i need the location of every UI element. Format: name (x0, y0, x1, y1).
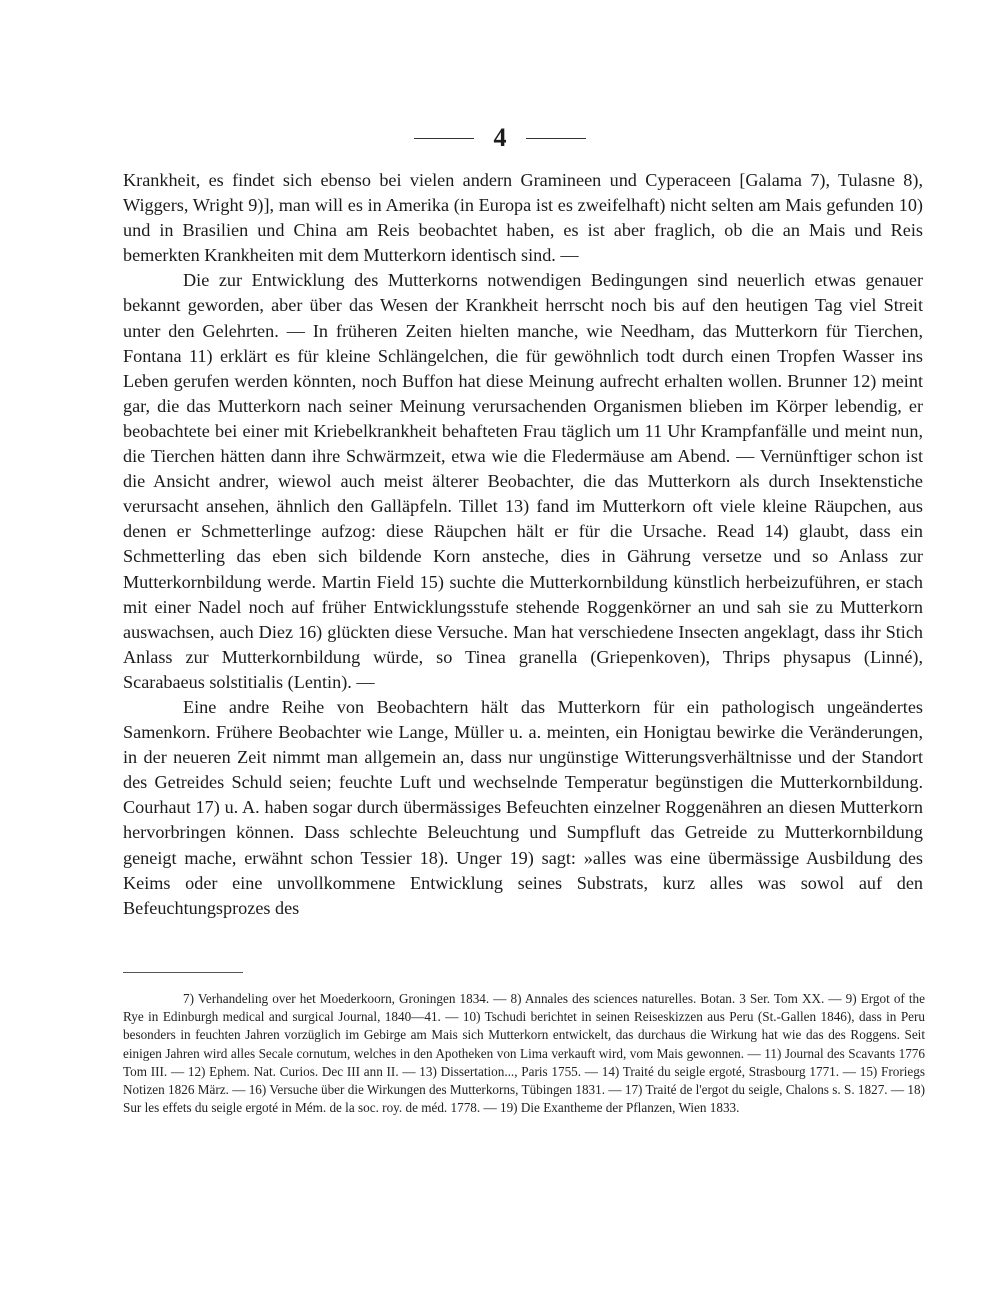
footnote-text: 7) Verhandeling over het Moederkoorn, Groningen 1834. — 8) Annales des sciences naturelles. Botan. 3 Ser. Tom XX. — 9) Ergot of the Rye in Edinburgh medical and surgical Journal, 1840—41. — 10) Tschudi berichtet in seinen Reiseskizzen aus Peru (St.-Gallen 1846), dass in Peru besonders in feuchten Jahren vorzüglich im Gebirge am Mais sich Mutterkorn entwickelt, das durchaus die Wirkung hat wie das des Roggens. Seit einigen Jahren wird alles Secale cornutum, welches in den Apotheken von Lima verkauft wird, vom Mais gewonnen. — 11) Journal des Scavants 1776 Tom III. — 12) Ephem. Nat. Curios. Dec III ann II. — 13) Dissertation..., Paris 1755. — 14) Traité du seigle ergoté, Strasbourg 1771. — 15) Froriegs Notizen 1826 März. — 16) Versuche über die Wirkungen des Mutterkorns, Tübingen 1831. — 17) Traité de l'ergot du seigle, Chalons s. S. 1827. — 18) Sur les effets du seigle ergoté in Mém. de la soc. roy. de méd. 1778. — 19) Die Exantheme der Pflanzen, Wien 1833. (123, 991, 925, 1116)
footnotes (123, 990, 925, 1117)
main-text (123, 168, 923, 921)
page-number: 4 (493, 123, 507, 152)
footnote-separator (123, 972, 243, 973)
paragraph-2: Die zur Entwicklung des Mutterkorns notwendigen Bedingungen sind neuerlich etwas genauer bekannt geworden, aber über das Wesen der Krankheit herrscht noch bis auf den heutigen Tag viel Streit unter den Gelehrten. — In früheren Zeiten hielten manche, wie Needham, das Mutterkorn für Tierchen, Fontana 11) erklärt es für kleine Schlängelchen, die für gewöhnlich todt durch einen Tropfen Wasser ins Leben gerufen werden könnten, noch Buffon hat diese Meinung aufrecht erhalten wollen. Brunner 12) meint gar, die das Mutterkorn nach seiner Meinung verursachenden Organismen blieben im Körper lebendig, er beobachtete bei einer mit Kriebelkrankheit behafteten Frau täglich um 11 Uhr Krampfanfälle und meint nun, die Tierchen hätten dann ihre Schwärmzeit, etwa wie die Fledermäuse am Abend. — Vernünftiger schon ist die Ansicht andrer, wiewol auch meist älterer Beobachter, die das Mutterkorn als durch Insektenstiche verursacht ansehen, ähnlich den Galläpfeln. Tillet 13) fand im Mutterkorn oft viele kleine Räupchen, aus denen er Schmetterlinge aufzog: diese Räupchen hält er für die Ursache. Read 14) glaubt, dass ein Schmetterling das eben sich bildende Korn ansteche, dies in Gährung versetze und so Anlass zur Mutterkornbildung werde. Martin Field 15) suchte die Mutterkornbildung künstlich herbeizuführen, er stach mit einer Nadel noch auf früher Entwicklungsstufe stehende Roggenkörner an und sah sie zu Mutterkorn auswachsen, auch Diez 16) glückten diese Versuche. Man hat verschiedene Insecten angeklagt, dass ihr Stich Anlass zur Mutterkornbildung würde, so Tinea granella (Griepenkoven), Thrips physapus (Linné), Scarabaeus solstitialis (Lentin). — (123, 270, 923, 692)
paragraph-3: Eine andre Reihe von Beobachtern hält das Mutterkorn für ein pathologisch ungeändertes Samenkorn. Frühere Beobachter wie Lange, Müller u. a. meinten, ein Honigtau bewirke die Veränderungen, in der neueren Zeit nimmt man allgemein an, dass nur ungünstige Witterungsverhältnisse und der Standort des Getreides Schuld seien; feuchte Luft und wechselnde Temperatur begünstigen die Mutterkornbildung. Courhaut 17) u. A. haben sogar durch übermässiges Befeuchten einzelner Roggenähren an diesen Mutterkorn hervorbringen können. Dass schlechte Beleuchtung und Sumpfluft das Getreide zu Mutterkornbildung geneigt mache, erwähnt schon Tessier 18). Unger 19) sagt: »alles was eine übermässige Ausbildung des Keims oder eine unvollkommene Entwicklung seines Substrats, kurz alles was sowol auf den Befeuchtungsprozes des (123, 696, 923, 918)
page-header (0, 123, 1000, 153)
header-rule-left (414, 138, 474, 139)
header-rule-right (526, 138, 586, 139)
paragraph-1: Krankheit, es findet sich ebenso bei vielen andern Gramineen und Cyperaceen [Galama 7), Tulasne 8), Wiggers, Wright 9)], man will es in Amerika (in Europa ist es zweifelhaft) nicht selten am Mais gefunden 10) und in Brasilien und China am Reis beobachtet haben, es ist aber fraglich, ob die an Mais und Reis bemerkten Krankheiten mit dem Mutterkorn identisch sind. — (123, 170, 923, 266)
